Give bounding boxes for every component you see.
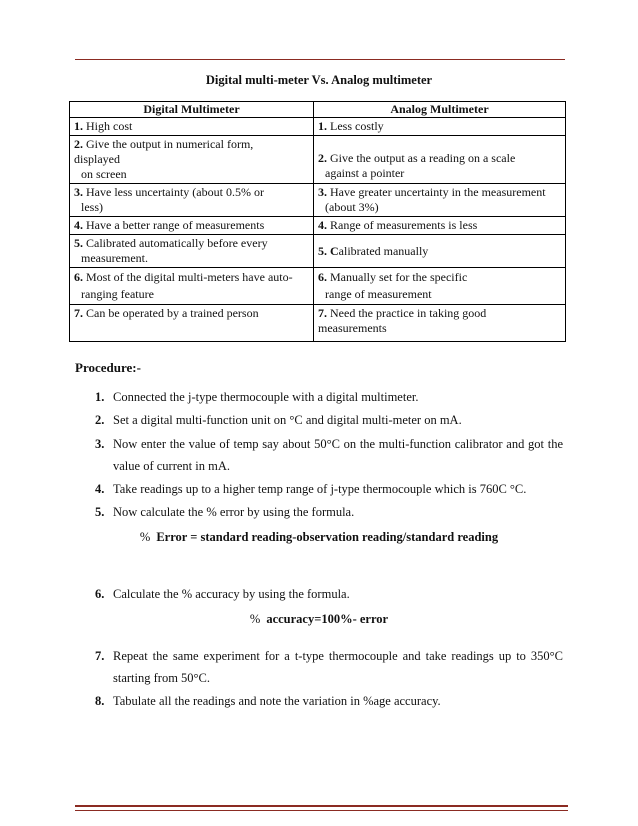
digital-cell: 4. Have a better range of measurements	[70, 217, 314, 235]
header-analog: Analog Multimeter	[314, 102, 566, 118]
procedure-heading: Procedure:-	[75, 360, 141, 375]
digital-cell: 7. Can be operated by a trained person	[70, 305, 314, 342]
procedure-step: 2. Set a digital multi-function unit on °C and digital multi-meter on mA.	[95, 413, 462, 427]
analog-cell: 4. Range of measurements is less	[314, 217, 566, 235]
procedure-step: 8. Tabulate all the readings and note the variation in %age accuracy.	[95, 694, 441, 708]
analog-cell: 6. Manually set for the specific range of measurement	[314, 268, 566, 305]
footer-rule	[75, 805, 568, 807]
table-row	[70, 184, 566, 217]
procedure-step: 6. Calculate the % accuracy by using the formula.	[95, 587, 350, 601]
table-row	[70, 136, 566, 184]
error-formula: % Error = standard reading-observation reading/standard reading	[139, 530, 499, 544]
procedure-step: 4. Take readings up to a higher temp range of j-type thermocouple which is 760C °C.	[95, 482, 527, 496]
table-row	[70, 305, 566, 342]
procedure-step: 3. Now enter the value of temp say about 50°C on the multi-function calibrator and got the value of current in mA.	[95, 437, 563, 473]
digital-cell: 3. Have less uncertainty (about 0.5% or less)	[70, 184, 314, 217]
comparison-table	[69, 101, 566, 342]
table-row	[70, 118, 566, 136]
digital-cell: 1. High cost	[70, 118, 314, 136]
digital-cell: 5. Calibrated automatically before every measurement.	[70, 235, 314, 268]
table-row	[70, 217, 566, 235]
accuracy-formula: % accuracy=100%- error	[249, 612, 389, 626]
analog-cell: 7. Need the practice in taking good measurements	[314, 305, 566, 342]
footer-rule-thin	[75, 810, 568, 811]
digital-cell: 6. Most of the digital multi-meters have auto- ranging feature	[70, 268, 314, 305]
analog-cell: 1. Less costly	[314, 118, 566, 136]
header-rule	[75, 59, 565, 60]
analog-cell: 3. Have greater uncertainty in the measurement (about 3%)	[314, 184, 566, 217]
header-digital: Digital Multimeter	[70, 102, 314, 118]
table-row	[70, 235, 566, 268]
analog-cell: 5. Calibrated manually	[314, 235, 566, 268]
table-row	[70, 268, 566, 305]
table-header-row	[70, 102, 566, 118]
page-title: Digital multi-meter Vs. Analog multimeter	[205, 73, 433, 87]
analog-cell: 2. Give the output as a reading on a scale against a pointer	[314, 136, 566, 184]
procedure-step: 5. Now calculate the % error by using the formula.	[95, 505, 355, 519]
digital-cell: 2. Give the output in numerical form, displayed on screen	[70, 136, 314, 184]
procedure-step: 1. Connected the j-type thermocouple with a digital multimeter.	[95, 390, 419, 404]
procedure-step: 7. Repeat the same experiment for a t-type thermocouple and take readings up to 350°C starting from 50°C.	[95, 649, 563, 685]
